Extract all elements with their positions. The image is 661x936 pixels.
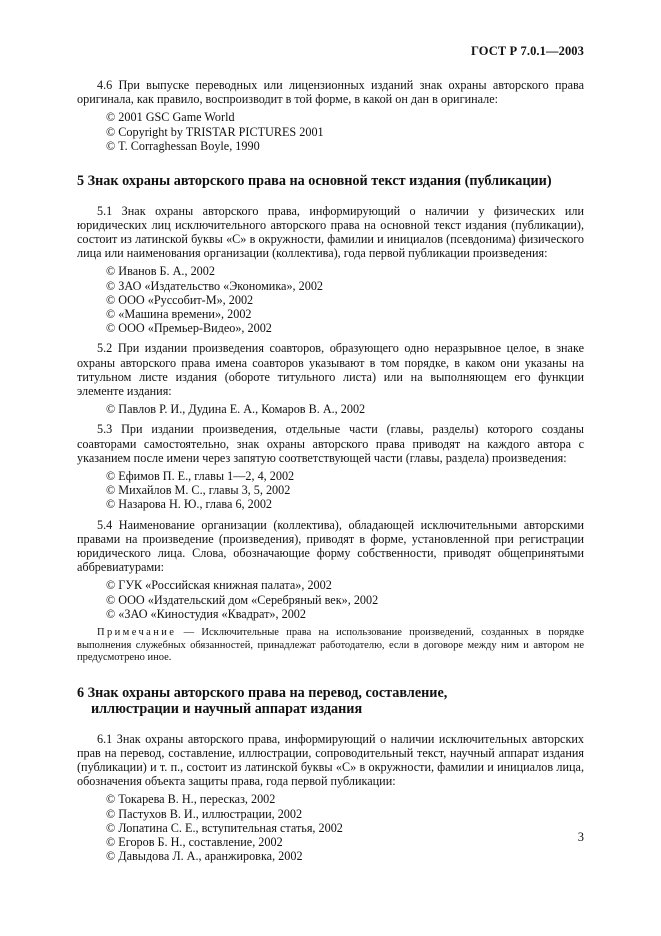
list-item: © ООО «Премьер-Видео», 2002 [106,321,272,336]
note-paragraph [77,627,584,665]
list-item: © Токарева В. Н., пересказ, 2002 [106,792,276,807]
paragraph-5-4: 5.4 Наименование организации (коллектива), обладающей исключительными авторскими правами на произведение (произведения), приводят в форме, установленной при регистрации юридического лица. Слова, обозначающие форму собственности, приводят общепринятыми аббревиатурами: [77,517,584,575]
list-item: © Павлов Р. И., Дудина Е. А., Комаров В. А., 2002 [106,402,366,417]
list-item: © Ефимов П. Е., главы 1—2, 4, 2002 [106,468,295,483]
list-item: © Егоров Б. Н., составление, 2002 [106,834,283,849]
list-5-1 [106,264,584,335]
list-item: © ООО «Руссобит-М», 2002 [106,292,254,307]
note-label: Примечание [97,627,177,638]
list-5-4 [106,578,584,621]
paragraph-5-1: 5.1 Знак охраны авторского права, информирующий о наличии у физических или юридических лиц исключительного авторского права на основной текст издания (публикации), состоит из латинской буквы «С» в окружности, фамилии и инициалов (псевдонима) физического лица или наименования организации (коллектива), года первой публикации произведения: [77,203,584,261]
paragraph-4-6: 4.6 При выпуске переводных или лицензионных изданий знак охраны авторского права оригинала, как правило, воспроизводит в той форме, в какой он дан в оригинале: [77,78,584,107]
list-6-1 [106,792,584,863]
page-body [77,44,584,863]
list-5-3 [106,469,584,512]
section-6-title-line-2: иллюстрации и научный аппарат издания [91,701,363,717]
section-6-title-line-1: 6 Знак охраны авторского права на перевод, составление, [77,684,448,701]
list-item: © Пастухов В. И., иллюстрации, 2002 [106,806,303,821]
list-5-2 [106,402,584,416]
list-item: © Лопатина С. Е., вступительная статья, 2002 [106,820,343,835]
list-item: © Иванов Б. А., 2002 [106,264,215,279]
paragraph-5-2: 5.2 При издании произведения соавторов, образующего одно неразрывное целое, в знаке охраны авторского права имена соавторов указывают в том порядке, в каком они указаны на титульном листе издания (обороте титульного листа) или на выполняющем его функции элементе издания: [77,341,584,398]
list-item: © Назарова Н. Ю., глава 6, 2002 [106,497,273,512]
list-item: © Михайлов М. С., главы 3, 5, 2002 [106,483,291,498]
paragraph-6-1: 6.1 Знак охраны авторского права, информирующий о наличии исключительных авторских прав на перевод, составление, иллюстрации, сопроводительный текст, научный аппарат издания (публикации) и т. п., состоит из латинской буквы «С» в окружности, фамилии и инициалов лица, обозначения объекта защиты права, года первой публикации: [77,731,584,789]
list-item: © ГУК «Российская книжная палата», 2002 [106,578,332,593]
note-text: — Исключительные права на использование произведений, созданных в порядке выполнения служебных обязанностей, принадлежат работодателю, если в договоре между ним и автором не предусмотрено иное. [77,627,584,663]
list-4-6 [106,110,584,153]
document-code: ГОСТ Р 7.0.1—2003 [471,44,584,58]
list-item: © T. Corraghessan Boyle, 1990 [106,138,260,153]
section-5-title: 5 Знак охраны авторского права на основной текст издания (публикации) [77,173,552,190]
list-item: © ЗАО «Издательство «Экономика», 2002 [106,278,324,293]
list-item: © ООО «Издательский дом «Серебряный век», 2002 [106,592,379,607]
list-item: © «ЗАО «Киностудия «Квадрат», 2002 [106,606,306,621]
list-item: © «Машина времени», 2002 [106,306,252,321]
list-item: © Давыдова Л. А., аранжировка, 2002 [106,849,303,864]
page-number: 3 [577,830,584,844]
paragraph-5-3: 5.3 При издании произведения, отдельные части (главы, разделы) которого созданы соавторами самостоятельно, знак охраны авторского права приводят на каждого автора с указанием после имени через запятую соответствующей части (главы, раздела) произведения: [77,422,584,465]
list-item: © 2001 GSC Game World [106,110,235,125]
list-item: © Copyright by TRISTAR PICTURES 2001 [106,124,324,139]
